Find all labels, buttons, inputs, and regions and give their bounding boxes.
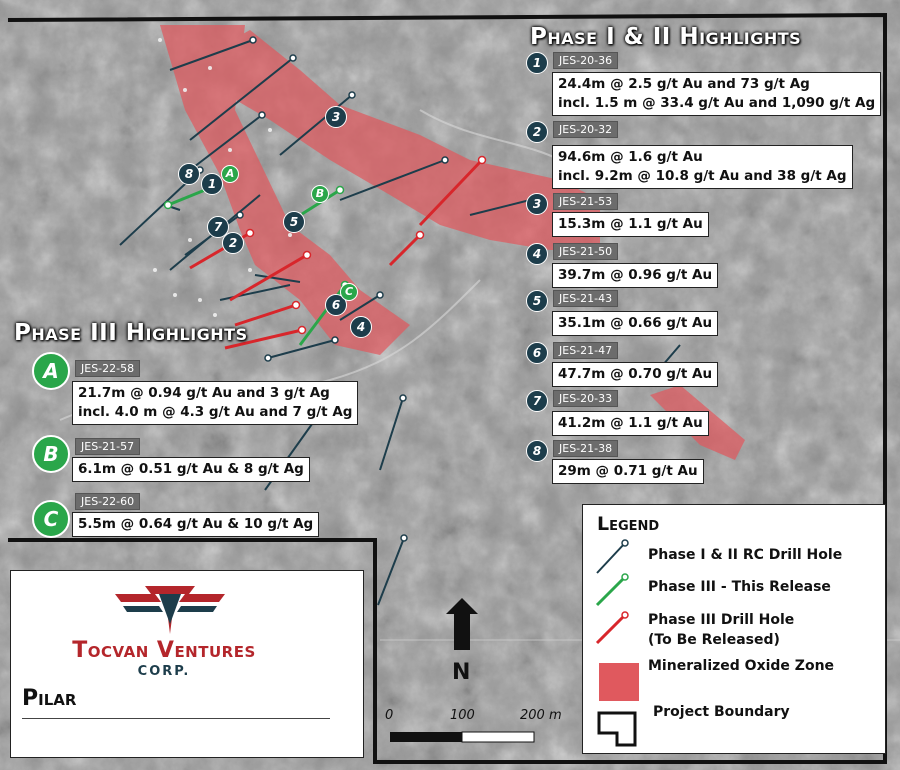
legend-boundary-swatch bbox=[599, 713, 635, 745]
phase12-result-6 bbox=[552, 362, 718, 387]
map-marker-a: A bbox=[221, 165, 239, 183]
map-marker-8: 8 bbox=[178, 163, 200, 185]
result-line: 21.7m @ 0.94 g/t Au and 3 g/t Ag bbox=[78, 385, 330, 401]
legend-pending-sub: (To Be Released) bbox=[648, 632, 780, 648]
map-marker-5: 5 bbox=[283, 211, 305, 233]
legend-oxide-swatch bbox=[599, 663, 639, 701]
phase12-num-8: 8 bbox=[526, 440, 548, 462]
phase12-result-4 bbox=[552, 263, 718, 288]
result-line: 47.7m @ 0.70 g/t Au bbox=[558, 366, 713, 382]
result-line: 94.6m @ 1.6 g/t Au bbox=[558, 149, 703, 165]
result-line: 24.4m @ 2.5 g/t Au and 73 g/t Ag bbox=[558, 76, 810, 92]
company-logo bbox=[115, 580, 225, 640]
phase12-hole-5: JES-21-43 bbox=[553, 290, 618, 307]
legend-title: Legend bbox=[597, 513, 660, 535]
result-line: 6.1m @ 0.51 g/t Au & 8 g/t Ag bbox=[78, 461, 304, 477]
phase12-hole-6: JES-21-47 bbox=[553, 342, 618, 359]
result-line: 41.2m @ 1.1 g/t Au bbox=[558, 415, 703, 431]
phase3-letter-b: B bbox=[32, 435, 70, 473]
legend bbox=[582, 504, 886, 754]
scale-label-100: 100 bbox=[450, 708, 475, 723]
phase12-result-5 bbox=[552, 311, 718, 336]
map-marker-3: 3 bbox=[325, 106, 347, 128]
phase12-hole-7: JES-20-33 bbox=[553, 390, 618, 407]
phase12-num-1: 1 bbox=[526, 52, 548, 74]
phase12-num-6: 6 bbox=[526, 342, 548, 364]
phase3-hole-b: JES-21-57 bbox=[75, 438, 140, 455]
map-marker-7: 7 bbox=[207, 216, 229, 238]
phase3-result-a bbox=[72, 381, 358, 425]
phase12-result-2 bbox=[552, 145, 853, 189]
north-label: N bbox=[452, 660, 471, 685]
phase12-hole-1: JES-20-36 bbox=[553, 52, 618, 69]
phase12-hole-3: JES-21-53 bbox=[553, 193, 618, 210]
result-line: 15.3m @ 1.1 g/t Au bbox=[558, 216, 703, 232]
map-marker-1: 1 bbox=[201, 173, 223, 195]
result-line: incl. 4.0 m @ 4.3 g/t Au and 7 g/t Ag bbox=[78, 404, 353, 420]
map-marker-2: 2 bbox=[222, 232, 244, 254]
scale-label-200: 200 m bbox=[520, 708, 562, 723]
result-line: 5.5m @ 0.64 g/t Au & 10 g/t Ag bbox=[78, 516, 314, 532]
map-marker-6: 6 bbox=[325, 294, 347, 316]
phase12-num-2: 2 bbox=[526, 121, 548, 143]
company-name: Tocvan Ventures bbox=[72, 638, 256, 663]
company-corp: CORP. bbox=[137, 664, 191, 679]
legend-phase12-swatch bbox=[597, 540, 628, 573]
phase12-title: Phase I & II Highlights bbox=[530, 24, 802, 50]
divider bbox=[22, 718, 330, 719]
result-line: 39.7m @ 0.96 g/t Au bbox=[558, 267, 713, 283]
phase12-hole-4: JES-21-50 bbox=[553, 243, 618, 260]
map-marker-b: B bbox=[311, 185, 329, 203]
phase12-result-3 bbox=[552, 212, 709, 237]
result-line: 35.1m @ 0.66 g/t Au bbox=[558, 315, 713, 331]
legend-phase3: Phase III - This Release bbox=[648, 579, 831, 595]
phase3-title: Phase III Highlights bbox=[14, 320, 248, 346]
legend-phase3-swatch bbox=[597, 574, 628, 605]
map-marker-4: 4 bbox=[350, 316, 372, 338]
legend-pending: Phase III Drill Hole bbox=[648, 612, 795, 628]
result-line: 29m @ 0.71 g/t Au bbox=[558, 463, 698, 479]
phase12-num-4: 4 bbox=[526, 243, 548, 265]
result-line: incl. 9.2m @ 10.8 g/t Au and 38 g/t Ag bbox=[558, 168, 847, 184]
scale-label-0: 0 bbox=[385, 708, 394, 723]
phase3-letter-c: C bbox=[32, 500, 70, 538]
legend-phase12: Phase I & II RC Drill Hole bbox=[648, 547, 843, 563]
phase12-hole-8: JES-21-38 bbox=[553, 440, 618, 457]
scale-bar bbox=[390, 732, 462, 742]
phase12-hole-2: JES-20-32 bbox=[553, 121, 618, 138]
map-marker-c: C bbox=[340, 283, 358, 301]
phase12-num-5: 5 bbox=[526, 290, 548, 312]
phase12-num-7: 7 bbox=[526, 390, 548, 412]
legend-pending-swatch bbox=[597, 612, 628, 643]
legend-oxide: Mineralized Oxide Zone bbox=[648, 658, 835, 674]
phase12-result-7 bbox=[552, 411, 709, 436]
phase3-hole-c: JES-22-60 bbox=[75, 493, 140, 510]
legend-boundary: Project Boundary bbox=[653, 704, 790, 720]
result-line: incl. 1.5 m @ 33.4 g/t Au and 1,090 g/t Ag bbox=[558, 95, 876, 111]
phase3-letter-a: A bbox=[32, 352, 70, 390]
phase3-hole-a: JES-22-58 bbox=[75, 360, 140, 377]
phase12-result-1 bbox=[552, 72, 881, 116]
phase3-result-c bbox=[72, 512, 319, 537]
phase12-num-3: 3 bbox=[526, 193, 548, 215]
phase3-result-b bbox=[72, 457, 310, 482]
phase12-result-8 bbox=[552, 459, 704, 484]
project-name: Pilar bbox=[22, 686, 77, 711]
